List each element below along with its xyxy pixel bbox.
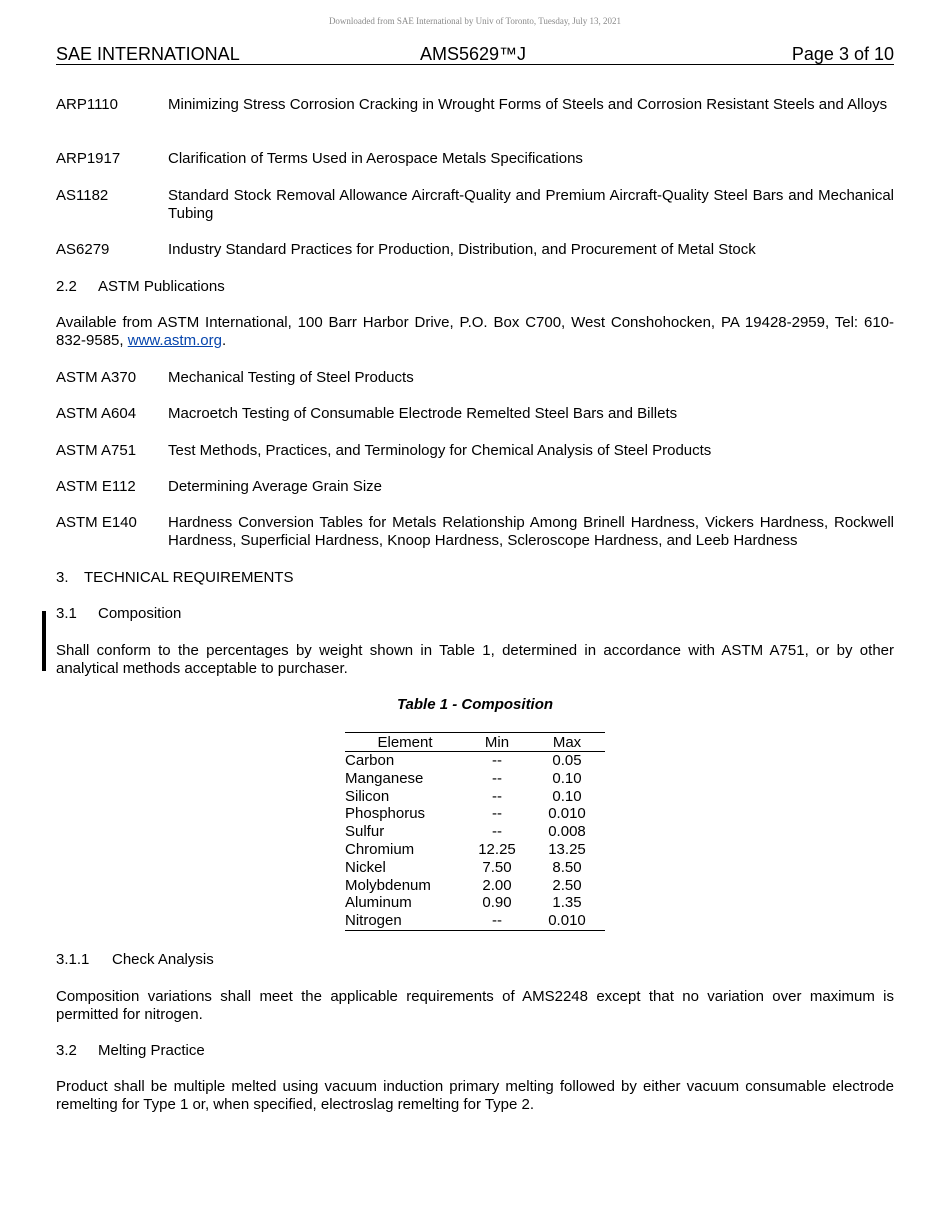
reference-title: Minimizing Stress Corrosion Cracking in Wrought Forms of Steels and Corrosion Resistant Steels and Alloys <box>168 96 888 113</box>
cell-max: 8.50 <box>552 858 582 876</box>
cell-element: Manganese <box>345 769 424 787</box>
section-title: Melting Practice <box>98 1042 205 1059</box>
section-heading-2-2 <box>56 278 894 296</box>
cell-min: -- <box>492 823 502 841</box>
section-heading-3-2 <box>56 1042 894 1060</box>
astm-website-link[interactable]: www.astm.org <box>127 332 222 349</box>
cell-element: Nitrogen <box>345 912 465 930</box>
reference-entry <box>56 369 894 387</box>
cell-element: Nickel <box>345 858 386 876</box>
cell-element: Carbon <box>345 752 395 769</box>
column-header-element: Element <box>345 733 465 752</box>
section-title: ASTM Publications <box>98 278 225 295</box>
table-row <box>345 841 605 859</box>
reference-title: Industry Standard Practices for Production, Distribution, and Procurement of Metal Stock <box>168 241 756 258</box>
reference-code: ARP1917 <box>56 150 121 167</box>
cell-max: 0.010 <box>548 805 586 823</box>
table-row <box>345 912 605 930</box>
check-analysis-paragraph: Composition variations shall meet the applicable requirements of AMS2248 except that no variation over maximum is permitted for nitrogen. <box>56 988 894 1023</box>
astm-availability-paragraph <box>56 314 894 350</box>
cell-min: 12.25 <box>478 840 516 858</box>
cell-min: 2.00 <box>482 876 512 894</box>
table-row <box>345 770 605 788</box>
reference-entry <box>56 241 894 259</box>
reference-title: Macroetch Testing of Consumable Electrode Remelted Steel Bars and Billets <box>168 405 678 422</box>
cell-max: 0.05 <box>552 752 582 769</box>
cell-max: 0.008 <box>548 823 586 841</box>
cell-element: Aluminum <box>345 894 412 912</box>
reference-code: ASTM E140 <box>56 514 137 531</box>
reference-title: Determining Average Grain Size <box>168 478 382 495</box>
reference-code: ASTM A751 <box>56 442 137 459</box>
section-title: TECHNICAL REQUIREMENTS <box>84 569 294 586</box>
reference-entry <box>56 96 894 114</box>
reference-code: ASTM A370 <box>56 369 137 386</box>
table-caption: Table 1 - Composition <box>396 696 554 713</box>
cell-min: -- <box>492 787 502 805</box>
table-header-row <box>345 733 605 752</box>
section-number: 3.1 <box>56 605 77 622</box>
header-doc-number: AMS5629™J <box>420 44 527 64</box>
reference-title: Test Methods, Practices, and Terminology for Chemical Analysis of Steel Products <box>168 442 712 459</box>
cell-min: 0.90 <box>482 894 512 912</box>
reference-title: Clarification of Terms Used in Aerospace Metals Specifications <box>168 150 583 167</box>
header-page-number: Page 3 of 10 <box>791 44 894 64</box>
composition-paragraph: Shall conform to the percentages by weight shown in Table 1, determined in accordance with ASTM A751, or by other analytical methods acceptable to purchaser. <box>56 642 894 677</box>
table-row <box>345 859 605 877</box>
cell-element: Sulfur <box>345 823 385 841</box>
section-number: 3.2 <box>56 1042 77 1059</box>
page-header <box>56 44 894 65</box>
column-header-min: Min <box>465 733 529 752</box>
table-row <box>345 788 605 806</box>
table-row <box>345 894 605 912</box>
reference-entry <box>56 150 894 168</box>
section-number: 3. <box>56 569 69 586</box>
cell-min: -- <box>492 752 502 769</box>
cell-element: Phosphorus <box>345 805 426 823</box>
section-number: 3.1.1 <box>56 951 90 968</box>
revision-change-bar <box>42 611 46 671</box>
table-row <box>345 877 605 895</box>
table-row <box>345 805 605 823</box>
reference-title: Mechanical Testing of Steel Products <box>168 369 414 386</box>
section-heading-3-1-1 <box>56 951 894 969</box>
table-row <box>345 752 605 770</box>
reference-code: AS6279 <box>56 241 110 258</box>
cell-max: 0.10 <box>552 769 582 787</box>
reference-code: AS1182 <box>56 187 109 204</box>
reference-title: Standard Stock Removal Allowance Aircraft-Quality and Premium Aircraft-Quality Steel Bars and Mechanical Tubing <box>168 187 894 222</box>
cell-max: 13.25 <box>548 840 586 858</box>
reference-code: ASTM E112 <box>56 478 136 495</box>
availability-text: Available from ASTM International, 100 Barr Harbor Drive, P.O. Box C700, West Conshohocken, PA 19428-2959, Tel: 610-832-9585, <box>56 314 894 349</box>
cell-element: Silicon <box>345 787 390 805</box>
section-title: Composition <box>98 605 182 622</box>
reference-code: ASTM A604 <box>56 405 137 422</box>
table-row <box>345 823 605 841</box>
section-heading-3 <box>56 569 894 587</box>
cell-element: Molybdenum <box>345 876 431 894</box>
cell-min: -- <box>492 769 502 787</box>
cell-min: -- <box>465 912 529 930</box>
header-org: SAE INTERNATIONAL <box>56 44 240 64</box>
composition-table <box>345 732 605 931</box>
section-heading-3-1 <box>56 605 894 623</box>
reference-entry <box>56 442 894 460</box>
cell-max: 2.50 <box>552 876 582 894</box>
reference-entry <box>56 187 894 223</box>
download-notice: Downloaded from SAE International by Univ of Toronto, Tuesday, July 13, 2021 <box>328 16 622 26</box>
cell-max: 0.10 <box>552 787 582 805</box>
cell-min: 7.50 <box>482 858 512 876</box>
reference-entry <box>56 478 894 496</box>
section-number: 2.2 <box>56 278 77 295</box>
cell-max: 0.010 <box>529 912 605 930</box>
melting-practice-paragraph: Product shall be multiple melted using vacuum induction primary melting followed by either vacuum consumable electrode remelting for Type 1 or, when specified, electroslag remelting for Type 2. <box>56 1078 894 1113</box>
reference-entry <box>56 514 894 550</box>
cell-min: -- <box>492 805 502 823</box>
availability-text-end: . <box>221 332 227 349</box>
cell-max: 1.35 <box>552 894 582 912</box>
column-header-max: Max <box>529 733 605 752</box>
reference-code: ARP1110 <box>56 96 118 113</box>
reference-title: Hardness Conversion Tables for Metals Relationship Among Brinell Hardness, Vickers Hardness, Rockwell Hardness, Superficial Hardness, Knoop Hardness, Scleroscope Hardness, and Leeb Hardness <box>168 514 894 549</box>
cell-element: Chromium <box>345 840 415 858</box>
reference-entry <box>56 405 894 423</box>
section-title: Check Analysis <box>112 951 214 968</box>
